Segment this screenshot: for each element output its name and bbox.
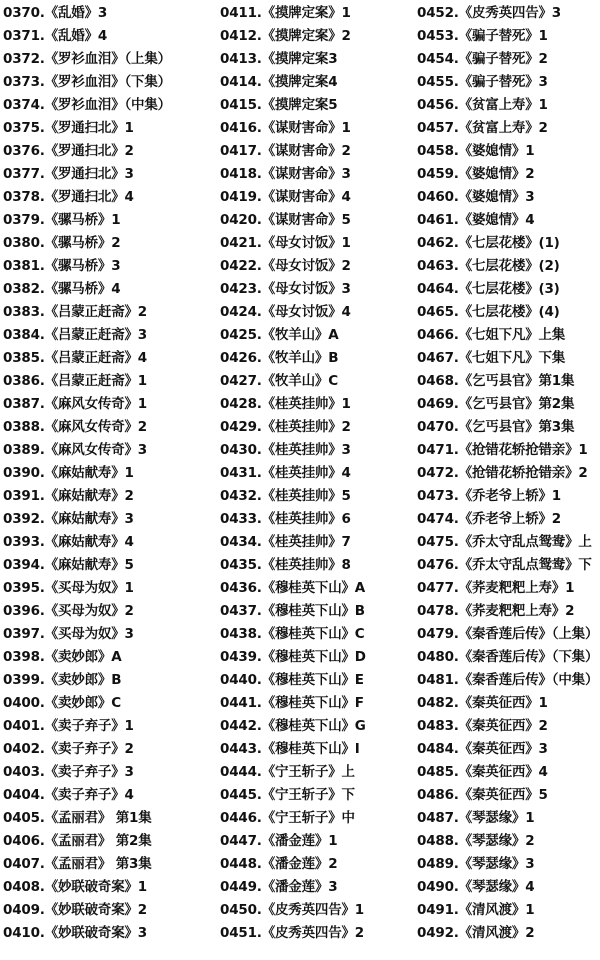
list-item: 0435.《桂英挂帅》8 xyxy=(220,557,351,573)
list-item: 0452.《皮秀英四告》3 xyxy=(417,5,561,21)
list-item: 0463.《七层花楼》(2) xyxy=(417,258,560,274)
list-item: 0392.《麻姑献寿》3 xyxy=(3,511,134,527)
list-item: 0400.《卖妙郎》C xyxy=(3,695,121,711)
list-item: 0488.《琴瑟缘》2 xyxy=(417,833,535,849)
list-item: 0415.《摸牌定案5 xyxy=(220,97,338,113)
list-item: 0408.《妙联破奇案》1 xyxy=(3,879,147,895)
list-item: 0384.《吕蒙正赶斋》3 xyxy=(3,327,147,343)
list-item: 0451.《皮秀英四告》2 xyxy=(220,925,364,941)
list-item: 0474.《乔老爷上轿》2 xyxy=(417,511,561,527)
list-item: 0426.《牧羊山》B xyxy=(220,350,339,366)
catalog-column-3 xyxy=(417,2,600,945)
list-item: 0453.《骗子替死》1 xyxy=(417,28,548,44)
list-item: 0386.《吕蒙正赶斋》1 xyxy=(3,373,147,389)
catalog-column-1 xyxy=(3,2,215,945)
list-item: 0411.《摸牌定案》1 xyxy=(220,5,351,21)
list-item: 0380.《骡马桥》2 xyxy=(3,235,121,251)
list-item: 0485.《秦英征西》4 xyxy=(417,764,548,780)
list-item: 0425.《牧羊山》A xyxy=(220,327,339,343)
list-item: 0440.《穆桂英下山》E xyxy=(220,672,364,688)
catalog-column-2 xyxy=(220,2,415,945)
list-item: 0465.《七层花楼》(4) xyxy=(417,304,560,320)
list-item: 0387.《麻风女传奇》1 xyxy=(3,396,147,412)
list-item: 0464.《七层花楼》(3) xyxy=(417,281,560,297)
list-item: 0414.《摸牌定案4 xyxy=(220,74,338,90)
list-item: 0433.《桂英挂帅》6 xyxy=(220,511,351,527)
list-item: 0442.《穆桂英下山》G xyxy=(220,718,366,734)
list-item: 0385.《吕蒙正赶斋》4 xyxy=(3,350,147,366)
list-item: 0467.《七姐下凡》下集 xyxy=(417,350,566,366)
list-item: 0420.《谋财害命》5 xyxy=(220,212,351,228)
list-item: 0482.《秦英征西》1 xyxy=(417,695,548,711)
list-item: 0468.《乞丐县官》第1集 xyxy=(417,373,575,389)
list-item: 0371.《乱婚》4 xyxy=(3,28,108,44)
list-item: 0373.《罗衫血泪》（下集） xyxy=(3,74,171,90)
list-item: 0407.《孟丽君》 第3集 xyxy=(3,856,152,872)
list-item: 0458.《婆媳情》1 xyxy=(417,143,535,159)
list-item: 0410.《妙联破奇案》3 xyxy=(3,925,147,941)
list-item: 0430.《桂英挂帅》3 xyxy=(220,442,351,458)
list-item: 0395.《买母为奴》1 xyxy=(3,580,134,596)
list-item: 0401.《卖子弃子》1 xyxy=(3,718,134,734)
list-item: 0479.《秦香莲后传》（上集） xyxy=(417,626,599,642)
list-item: 0403.《卖子弃子》3 xyxy=(3,764,134,780)
list-item: 0484.《秦英征西》3 xyxy=(417,741,548,757)
list-item: 0394.《麻姑献寿》5 xyxy=(3,557,134,573)
list-item: 0449.《潘金莲》3 xyxy=(220,879,338,895)
list-item: 0383.《吕蒙正赶斋》2 xyxy=(3,304,147,320)
list-item: 0447.《潘金莲》1 xyxy=(220,833,338,849)
list-item: 0419.《谋财害命》4 xyxy=(220,189,351,205)
list-item: 0431.《桂英挂帅》4 xyxy=(220,465,351,481)
list-item: 0436.《穆桂英下山》A xyxy=(220,580,366,596)
list-item: 0439.《穆桂英下山》D xyxy=(220,649,366,665)
list-item: 0487.《琴瑟缘》1 xyxy=(417,810,535,826)
list-item: 0381.《骡马桥》3 xyxy=(3,258,121,274)
list-item: 0375.《罗通扫北》1 xyxy=(3,120,134,136)
list-item: 0374.《罗衫血泪》（中集） xyxy=(3,97,171,113)
list-item: 0391.《麻姑献寿》2 xyxy=(3,488,134,504)
list-item: 0428.《桂英挂帅》1 xyxy=(220,396,351,412)
list-item: 0393.《麻姑献寿》4 xyxy=(3,534,134,550)
list-item: 0390.《麻姑献寿》1 xyxy=(3,465,134,481)
list-item: 0398.《卖妙郎》A xyxy=(3,649,122,665)
list-item: 0454.《骗子替死》2 xyxy=(417,51,548,67)
list-item: 0432.《桂英挂帅》5 xyxy=(220,488,351,504)
list-item: 0481.《秦香莲后传》（中集） xyxy=(417,672,599,688)
list-item: 0377.《罗通扫北》3 xyxy=(3,166,134,182)
list-item: 0450.《皮秀英四告》1 xyxy=(220,902,364,918)
list-item: 0490.《琴瑟缘》4 xyxy=(417,879,535,895)
list-item: 0471.《抢错花轿抢错亲》1 xyxy=(417,442,588,458)
list-item: 0405.《孟丽君》 第1集 xyxy=(3,810,152,826)
list-item: 0444.《宁王斩子》上 xyxy=(220,764,355,780)
list-item: 0372.《罗衫血泪》（上集） xyxy=(3,51,171,67)
list-item: 0476.《乔太守乱点鸳鸯》下 xyxy=(417,557,592,573)
list-item: 0443.《穆桂英下山》I xyxy=(220,741,360,757)
list-item: 0473.《乔老爷上轿》1 xyxy=(417,488,561,504)
list-item: 0409.《妙联破奇案》2 xyxy=(3,902,147,918)
list-item: 0441.《穆桂英下山》F xyxy=(220,695,364,711)
list-item: 0478.《荞麦粑粑上寿》2 xyxy=(417,603,575,619)
list-item: 0486.《秦英征西》5 xyxy=(417,787,548,803)
list-item: 0379.《骡马桥》1 xyxy=(3,212,121,228)
list-item: 0388.《麻风女传奇》2 xyxy=(3,419,147,435)
list-item: 0457.《贫富上寿》2 xyxy=(417,120,548,136)
list-item: 0438.《穆桂英下山》C xyxy=(220,626,365,642)
list-item: 0424.《母女讨饭》4 xyxy=(220,304,351,320)
list-item: 0446.《宁王斩子》中 xyxy=(220,810,355,826)
list-item: 0418.《谋财害命》3 xyxy=(220,166,351,182)
list-item: 0382.《骡马桥》4 xyxy=(3,281,121,297)
list-item: 0404.《卖子弃子》4 xyxy=(3,787,134,803)
list-item: 0423.《母女讨饭》3 xyxy=(220,281,351,297)
list-item: 0370.《乱婚》3 xyxy=(3,5,108,21)
list-item: 0434.《桂英挂帅》7 xyxy=(220,534,351,550)
list-item: 0480.《秦香莲后传》（下集） xyxy=(417,649,599,665)
list-item: 0422.《母女讨饭》2 xyxy=(220,258,351,274)
list-item: 0445.《宁王斩子》下 xyxy=(220,787,355,803)
list-item: 0376.《罗通扫北》2 xyxy=(3,143,134,159)
list-item: 0427.《牧羊山》C xyxy=(220,373,338,389)
list-item: 0470.《乞丐县官》第3集 xyxy=(417,419,575,435)
list-item: 0416.《谋财害命》1 xyxy=(220,120,351,136)
list-item: 0456.《贫富上寿》1 xyxy=(417,97,548,113)
list-item: 0489.《琴瑟缘》3 xyxy=(417,856,535,872)
list-item: 0461.《婆媳情》4 xyxy=(417,212,535,228)
list-item: 0396.《买母为奴》2 xyxy=(3,603,134,619)
list-item: 0477.《荞麦粑粑上寿》1 xyxy=(417,580,575,596)
list-item: 0491.《清风渡》1 xyxy=(417,902,535,918)
list-item: 0455.《骗子替死》3 xyxy=(417,74,548,90)
list-item: 0459.《婆媳情》2 xyxy=(417,166,535,182)
list-item: 0483.《秦英征西》2 xyxy=(417,718,548,734)
list-item: 0492.《清风渡》2 xyxy=(417,925,535,941)
list-item: 0413.《摸牌定案3 xyxy=(220,51,338,67)
list-item: 0472.《抢错花轿抢错亲》2 xyxy=(417,465,588,481)
list-item: 0399.《卖妙郎》B xyxy=(3,672,122,688)
list-item: 0406.《孟丽君》 第2集 xyxy=(3,833,152,849)
list-item: 0460.《婆媳情》3 xyxy=(417,189,535,205)
list-item: 0437.《穆桂英下山》B xyxy=(220,603,365,619)
list-item: 0466.《七姐下凡》上集 xyxy=(417,327,566,343)
list-item: 0402.《卖子弃子》2 xyxy=(3,741,134,757)
list-item: 0389.《麻风女传奇》3 xyxy=(3,442,147,458)
list-item: 0475.《乔太守乱点鸳鸯》上 xyxy=(417,534,592,550)
list-item: 0421.《母女讨饭》1 xyxy=(220,235,351,251)
list-item: 0462.《七层花楼》(1) xyxy=(417,235,560,251)
list-item: 0412.《摸牌定案》2 xyxy=(220,28,351,44)
list-item: 0397.《买母为奴》3 xyxy=(3,626,134,642)
list-item: 0378.《罗通扫北》4 xyxy=(3,189,134,205)
list-item: 0469.《乞丐县官》第2集 xyxy=(417,396,575,412)
list-item: 0417.《谋财害命》2 xyxy=(220,143,351,159)
list-item: 0448.《潘金莲》2 xyxy=(220,856,338,872)
list-item: 0429.《桂英挂帅》2 xyxy=(220,419,351,435)
